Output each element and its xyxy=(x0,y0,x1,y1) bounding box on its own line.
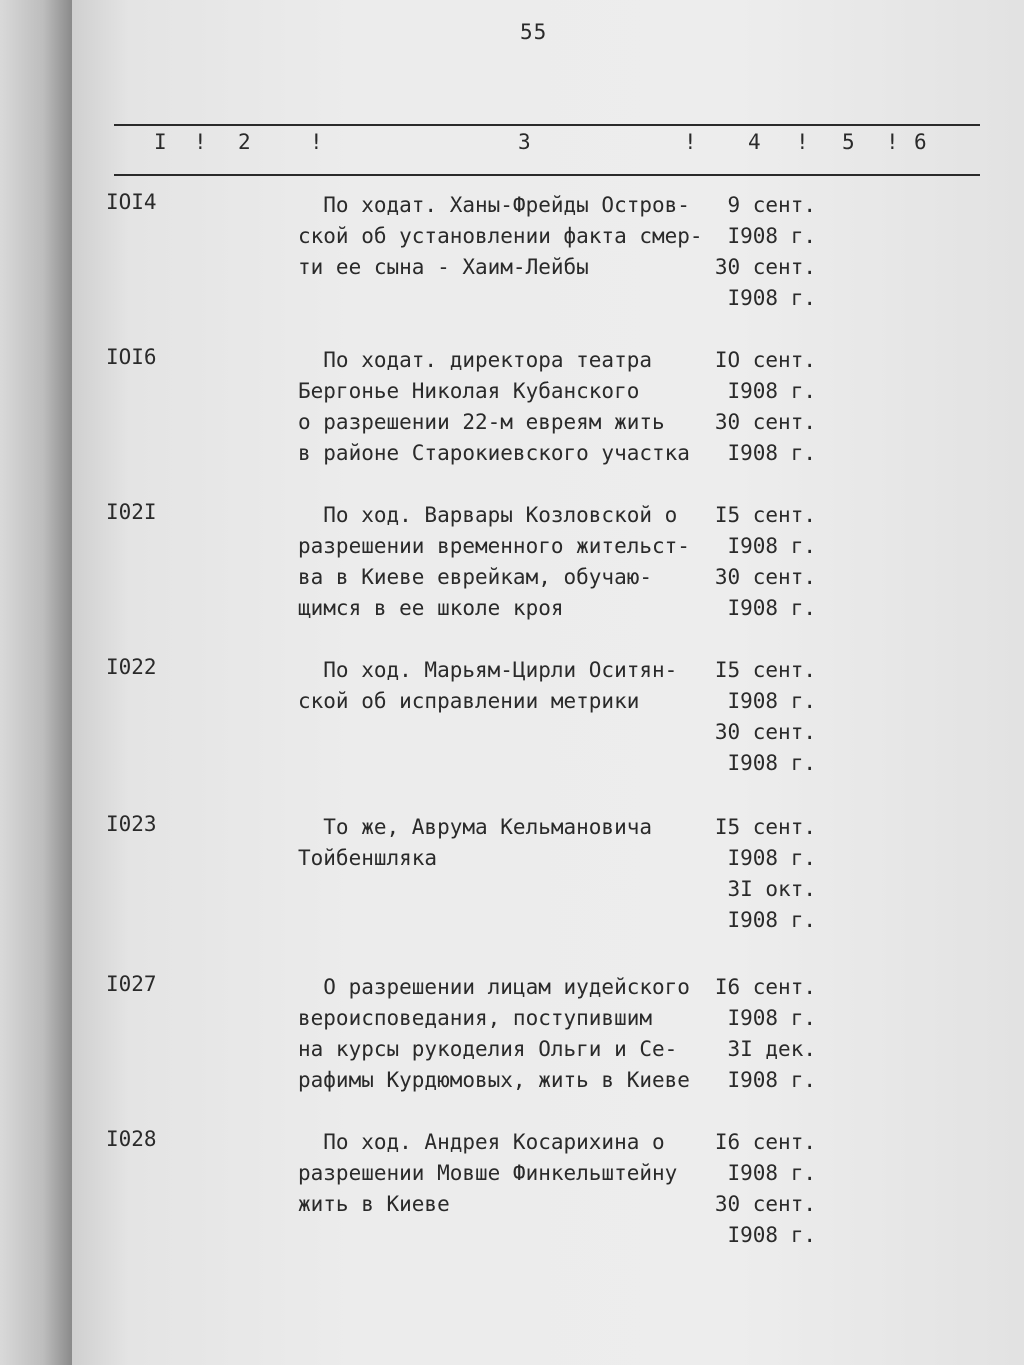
entry-number: I022 xyxy=(106,655,157,679)
column-separator: ! xyxy=(886,130,899,154)
entry-description-line: разрешении временного жительст- xyxy=(298,534,690,558)
entry-date-line: I908 г. xyxy=(727,1161,816,1185)
column-header-2: 2 xyxy=(238,130,251,154)
column-header-6: 6 xyxy=(914,130,927,154)
entry-date-line: I908 г. xyxy=(727,596,816,620)
column-separator: ! xyxy=(310,130,323,154)
entry-date-line: I5 сент. xyxy=(714,815,816,839)
entry-description-line: на курсы рукоделия Ольги и Се- xyxy=(298,1037,678,1061)
entry-dates xyxy=(696,345,816,469)
entry-date-line: I908 г. xyxy=(727,1223,816,1247)
entry-description-line: ва в Киеве еврейкам, обучаю- xyxy=(298,565,653,589)
entry-description-line: жить в Киеве xyxy=(298,1192,450,1216)
entry-description-line: рафимы Курдюмовых, жить в Киеве xyxy=(298,1068,690,1092)
entry-description-line: О разрешении лицам иудейского xyxy=(298,975,690,999)
entry-description-line: То же, Аврума Кельмановича xyxy=(298,815,653,839)
entry-date-line: 30 сент. xyxy=(714,410,816,434)
column-separator: ! xyxy=(194,130,207,154)
entry-date-line: I908 г. xyxy=(727,441,816,465)
entry-description xyxy=(298,812,708,874)
entry-date-line: I908 г. xyxy=(727,1068,816,1092)
entry-number: IOI6 xyxy=(106,345,157,369)
entry-date-line: 3I дек. xyxy=(727,1037,816,1061)
entry-description xyxy=(298,655,708,717)
column-separator: ! xyxy=(684,130,697,154)
entry-date-line: I908 г. xyxy=(727,908,816,932)
entry-description xyxy=(298,972,708,1096)
entry-description-line: ской об установлении факта смер- xyxy=(298,224,703,248)
entry-dates xyxy=(696,812,816,936)
page-number: 55 xyxy=(520,20,548,44)
entry-date-line: I6 сент. xyxy=(714,975,816,999)
entry-description-line: Бергонье Николая Кубанского xyxy=(298,379,640,403)
entry-date-line: I908 г. xyxy=(727,751,816,775)
entry-number: IOI4 xyxy=(106,190,157,214)
entry-date-line: 30 сент. xyxy=(714,255,816,279)
entry-number: I02I xyxy=(106,500,157,524)
entry-date-line: I5 сент. xyxy=(714,503,816,527)
entry-description-line: Тойбеншляка xyxy=(298,846,438,870)
column-header-5: 5 xyxy=(842,130,855,154)
document-page xyxy=(72,0,1024,1365)
entry-dates xyxy=(696,190,816,314)
entry-date-line: 30 сент. xyxy=(714,1192,816,1216)
entry-description-line: ской об исправлении метрики xyxy=(298,689,640,713)
entry-date-line: I908 г. xyxy=(727,1006,816,1030)
entry-description-line: По ход. Варвары Козловской о xyxy=(298,503,678,527)
entry-date-line: I908 г. xyxy=(727,689,816,713)
entry-description xyxy=(298,500,708,624)
entry-description-line: вероисповедания, поступившим xyxy=(298,1006,653,1030)
entry-date-line: I908 г. xyxy=(727,286,816,310)
entry-date-line: IO сент. xyxy=(714,348,816,372)
book-binding xyxy=(0,0,72,1365)
entry-date-line: I908 г. xyxy=(727,534,816,558)
column-separator: ! xyxy=(796,130,809,154)
entry-dates xyxy=(696,500,816,624)
entry-description-line: о разрешении 22-м евреям жить xyxy=(298,410,665,434)
entry-date-line: 9 сент. xyxy=(727,193,816,217)
column-header-1: I xyxy=(154,130,167,154)
entry-description-line: По ход. Марьям-Цирли Оситян- xyxy=(298,658,678,682)
entry-date-line: I5 сент. xyxy=(714,658,816,682)
entry-description xyxy=(298,1127,708,1220)
entry-description-line: ти ее сына - Хаим-Лейбы xyxy=(298,255,589,279)
entry-description-line: разрешении Мовше Финкельштейну xyxy=(298,1161,678,1185)
header-bottom-rule xyxy=(114,174,980,176)
entry-description xyxy=(298,345,708,469)
entry-description-line: По ходат. Ханы-Фрейды Остров- xyxy=(298,193,690,217)
entry-date-line: I908 г. xyxy=(727,846,816,870)
column-header-4: 4 xyxy=(748,130,761,154)
entry-dates xyxy=(696,1127,816,1251)
entry-description-line: По ход. Андрея Косарихина о xyxy=(298,1130,665,1154)
entry-number: I023 xyxy=(106,812,157,836)
entry-number: I028 xyxy=(106,1127,157,1151)
column-header-3: 3 xyxy=(518,130,531,154)
entry-description-line: щимся в ее школе кроя xyxy=(298,596,564,620)
entry-date-line: 30 сент. xyxy=(714,720,816,744)
entry-description-line: в районе Старокиевского участка xyxy=(298,441,690,465)
column-header-row xyxy=(114,130,980,170)
entry-dates xyxy=(696,655,816,779)
entry-description-line: По ходат. директора театра xyxy=(298,348,653,372)
entry-date-line: I908 г. xyxy=(727,224,816,248)
entry-description xyxy=(298,190,708,283)
entry-number: I027 xyxy=(106,972,157,996)
entry-date-line: I908 г. xyxy=(727,379,816,403)
entry-dates xyxy=(696,972,816,1096)
entry-date-line: I6 сент. xyxy=(714,1130,816,1154)
entry-date-line: 30 сент. xyxy=(714,565,816,589)
header-top-rule xyxy=(114,124,980,126)
entry-date-line: 3I окт. xyxy=(727,877,816,901)
